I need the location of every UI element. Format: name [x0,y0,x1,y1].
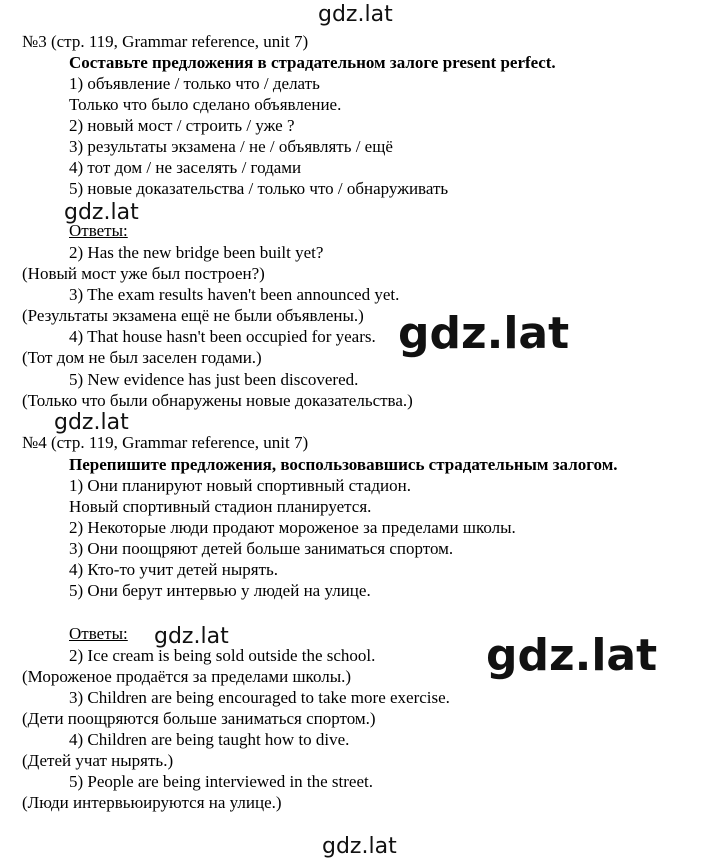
exercise-4-answer-translation: (Люди интервьюируются на улице.) [22,793,282,812]
exercise-3-item: 1) объявление / только что / делать [69,74,320,93]
watermark-top: gdz.lat [318,2,393,27]
exercise-3-answer: 5) New evidence has just been discovered. [69,370,359,389]
exercise-3-answer-translation: (Новый мост уже был построен?) [22,264,265,283]
exercise-4-answer: 2) Ice cream is being sold outside the school. [69,646,376,665]
exercise-4-answer-translation: (Дети поощряются больше заниматься спортом.) [22,709,376,728]
exercise-4-item: 1) Они планируют новый спортивный стадион. [69,476,411,495]
exercise-3-answers-label: Ответы: [69,221,128,240]
exercise-4-answer: 4) Children are being taught how to dive. [69,730,350,749]
exercise-3-answer: 3) The exam results haven't been announced yet. [69,285,400,304]
exercise-3-task: Составьте предложения в страдательном залоге present perfect. [69,53,556,72]
exercise-3-answer-translation: (Только что были обнаружены новые доказательства.) [22,391,413,410]
exercise-4-answer-translation: (Мороженое продаётся за пределами школы.) [22,667,352,686]
exercise-4-answers-label: Ответы: [69,624,128,643]
exercise-3-item: 5) новые доказательства / только что / обнаруживать [69,179,449,198]
exercise-4-item: 4) Кто-то учит детей нырять. [69,560,279,579]
watermark: gdz.lat [64,200,139,225]
exercise-4-answer: 3) Children are being encouraged to take more exercise. [69,688,450,707]
exercise-3-item: Только что было сделано объявление. [69,95,342,114]
watermark-large: gdz.lat [486,630,658,681]
watermark: gdz.lat [54,410,129,435]
exercise-4-item: 5) Они берут интервью у людей на улице. [69,581,371,600]
exercise-4-task: Перепишите предложения, воспользовавшись страдательным залогом. [69,455,618,474]
exercise-3-answer-translation: (Тот дом не был заселен годами.) [22,348,262,367]
watermark-large: gdz.lat [398,308,570,359]
exercise-3-answer: 2) Has the new bridge been built yet? [69,243,324,262]
exercise-4-answer: 5) People are being interviewed in the street. [69,772,373,791]
watermark-bottom: gdz.lat [322,834,397,859]
exercise-4-item: Новый спортивный стадион планируется. [69,497,372,516]
watermark: gdz.lat [154,624,229,649]
exercise-3-header: №3 (стр. 119, Grammar reference, unit 7) [22,32,309,51]
exercise-4-answer-translation: (Детей учат нырять.) [22,751,174,770]
exercise-3-item: 4) тот дом / не заселять / годами [69,158,302,177]
exercise-4-header: №4 (стр. 119, Grammar reference, unit 7) [22,433,309,452]
exercise-3-answer: 4) That house hasn't been occupied for years. [69,327,376,346]
exercise-3-item: 3) результаты экзамена / не / объявлять / ещё [69,137,393,156]
exercise-3-answer-translation: (Результаты экзамена ещё не были объявлены.) [22,306,364,325]
exercise-4-item: 3) Они поощряют детей больше заниматься спортом. [69,539,454,558]
exercise-4-item: 2) Некоторые люди продают мороженое за пределами школы. [69,518,516,537]
exercise-3-item: 2) новый мост / строить / уже ? [69,116,295,135]
